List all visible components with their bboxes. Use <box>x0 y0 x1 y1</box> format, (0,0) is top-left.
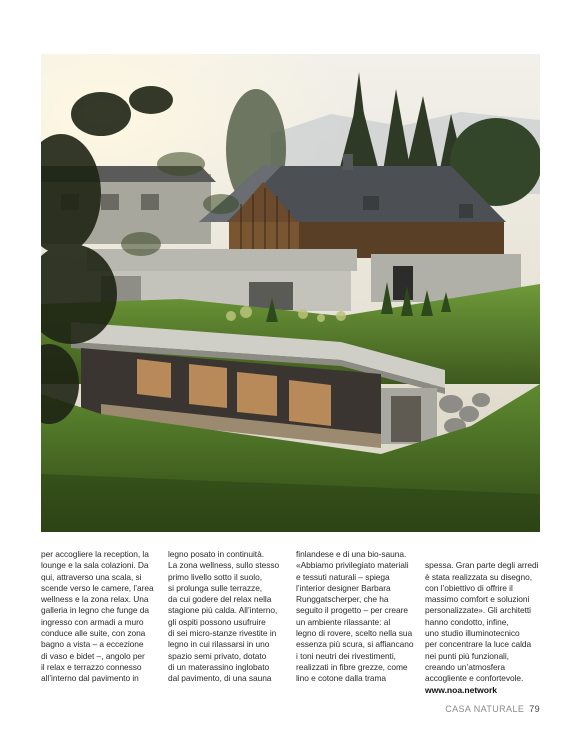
text-column-4 <box>425 549 543 707</box>
article-body <box>41 549 540 699</box>
column-4-text: spessa. Gran parte degli arredi è stata realizzata su disegno, con l’obiettivo di offrire il massimo comfort e soluzioni personalizzate». Gli architetti hanno condotto, infine, uno studio illuminotecnico per concentrare la luce calda nei punti più funzionali, creando un’atmosfera accogliente e confortevole. <box>425 560 539 684</box>
hotel-illustration <box>41 54 540 532</box>
page-number: 79 <box>529 704 540 714</box>
magazine-name: CASA NATURALE <box>445 704 525 714</box>
text-column-1: per accogliere la reception, la lounge e la sala colazioni. Da qui, attraverso una scala, si scende verso le camere, l’area wellness e la zona relax. Una galleria in legno che funge da ingresso con armadi a muro conduce alle suite, con zona bagno a vista – a eccezione di vaso e bidet –, angolo per il relax e terrazzo connesso all’interno dal pavimento in <box>41 549 154 684</box>
text-column-3: finlandese e di una bio-sauna. «Abbiamo privilegiato materiali e tessuti naturali – spiega l’interior designer Barbara Runggatscherper, che ha seguito il progetto – per creare un ambiente rilassante: al legno di rovere, scelto nella sua essenza più scura, si affiancano i toni neutri dei rivestimenti, realizzati in fibre grezze, come lino e cotone dalla trama <box>296 549 414 684</box>
text-column-2: legno posato in continuità. La zona wellness, sullo stesso primo livello sotto il suolo, si prolunga sulle terrazze, da cui godere del relax nella stagione più calda. All’interno, gli ospiti possono usufruire di sei micro-stanze rivestite in legno in cui rilassarsi in uno spazio semi privato, dotato di un materassino inglobato dal pavimento, di una sauna <box>168 549 280 684</box>
website-link[interactable]: www.noa.network <box>425 684 497 695</box>
page-footer <box>445 704 540 714</box>
hotel-photo <box>41 54 540 532</box>
